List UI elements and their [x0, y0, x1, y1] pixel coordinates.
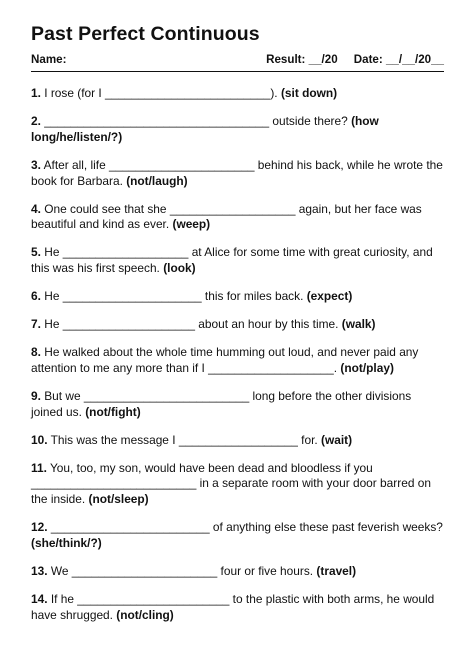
item-number: 10.	[31, 432, 48, 447]
item-number: 11.	[31, 460, 47, 475]
exercise-item	[31, 592, 444, 624]
item-number: 14.	[31, 591, 48, 606]
item-hint: (weep)	[172, 217, 211, 232]
item-text: One could see that she ___________________ again, but her face was beautiful and kind as ever.	[31, 201, 422, 232]
item-text: ________________________ of anything else these past feverish weeks?	[50, 520, 443, 535]
item-text: He _____________________ this for miles back.	[44, 289, 304, 304]
exercise-item	[31, 86, 444, 102]
item-number: 4.	[31, 201, 41, 216]
item-number: 2.	[31, 113, 41, 128]
header-divider	[31, 71, 444, 72]
item-text: He ___________________ at Alice for some time with great curiosity, and this was his first speech.	[31, 245, 433, 276]
exercise-item	[31, 433, 444, 449]
item-text: I rose (for I _________________________).	[44, 86, 278, 100]
item-hint: (sit down)	[280, 86, 338, 100]
item-hint: (not/sleep)	[88, 492, 149, 507]
item-hint: (not/fight)	[85, 404, 141, 419]
page-title: Past Perfect Continuous	[31, 23, 260, 45]
item-number: 8.	[31, 345, 41, 360]
item-hint: (wait)	[321, 432, 353, 447]
item-text: __________________________________ outside there?	[44, 113, 348, 128]
exercise-item	[31, 345, 444, 377]
exercise-item	[31, 520, 444, 552]
item-number: 7.	[31, 317, 41, 332]
exercise-item	[31, 289, 444, 305]
header-meta	[31, 53, 444, 67]
item-number: 12.	[31, 520, 48, 535]
item-text: If he _______________________ to the plastic with both arms, he would have shrugged.	[31, 591, 435, 622]
item-number: 3.	[31, 157, 41, 172]
item-number: 13.	[31, 563, 48, 578]
item-number: 9.	[31, 388, 41, 403]
item-text: You, too, my son, would have been dead and bloodless if you _________________________ in a separate room with your door barred on the inside.	[31, 460, 431, 507]
item-hint: (travel)	[316, 563, 357, 578]
exercise-item	[31, 114, 444, 146]
item-text: We ______________________ four or five hours.	[50, 563, 314, 578]
result-date	[266, 53, 444, 67]
item-number: 5.	[31, 245, 41, 260]
item-hint: (not/laugh)	[126, 173, 188, 188]
result-label: Result: __/20	[266, 53, 338, 66]
exercise-list	[31, 86, 444, 624]
item-text: But we _________________________ long before the other divisions joined us.	[31, 388, 412, 419]
item-text: He walked about the whole time humming out loud, and never paid any attention to me any more than if I ___________________.	[31, 345, 419, 375]
item-hint: (not/cling)	[116, 607, 174, 622]
item-text: He ____________________ about an hour by this time.	[44, 317, 339, 332]
date-label: Date: __/__/20__	[353, 53, 444, 66]
item-hint: (how long/he/listen/?)	[31, 113, 379, 144]
item-number: 6.	[31, 289, 41, 304]
item-text: This was the message I __________________ for.	[50, 432, 318, 447]
exercise-item	[31, 461, 444, 508]
item-text: After all, life ______________________ behind his back, while he wrote the book for Barbara.	[31, 157, 443, 188]
item-hint: (expect)	[306, 289, 353, 304]
exercise-item	[31, 202, 444, 234]
item-hint: (look)	[163, 261, 196, 276]
item-hint: (not/play)	[340, 360, 394, 375]
item-hint: (she/think/?)	[31, 536, 102, 550]
exercise-item	[31, 158, 444, 190]
exercise-item	[31, 389, 444, 421]
exercise-item	[31, 317, 444, 333]
item-hint: (walk)	[341, 317, 376, 332]
exercise-item	[31, 564, 444, 580]
exercise-item	[31, 245, 444, 277]
item-number: 1.	[31, 86, 41, 100]
name-label: Name:	[31, 53, 67, 66]
